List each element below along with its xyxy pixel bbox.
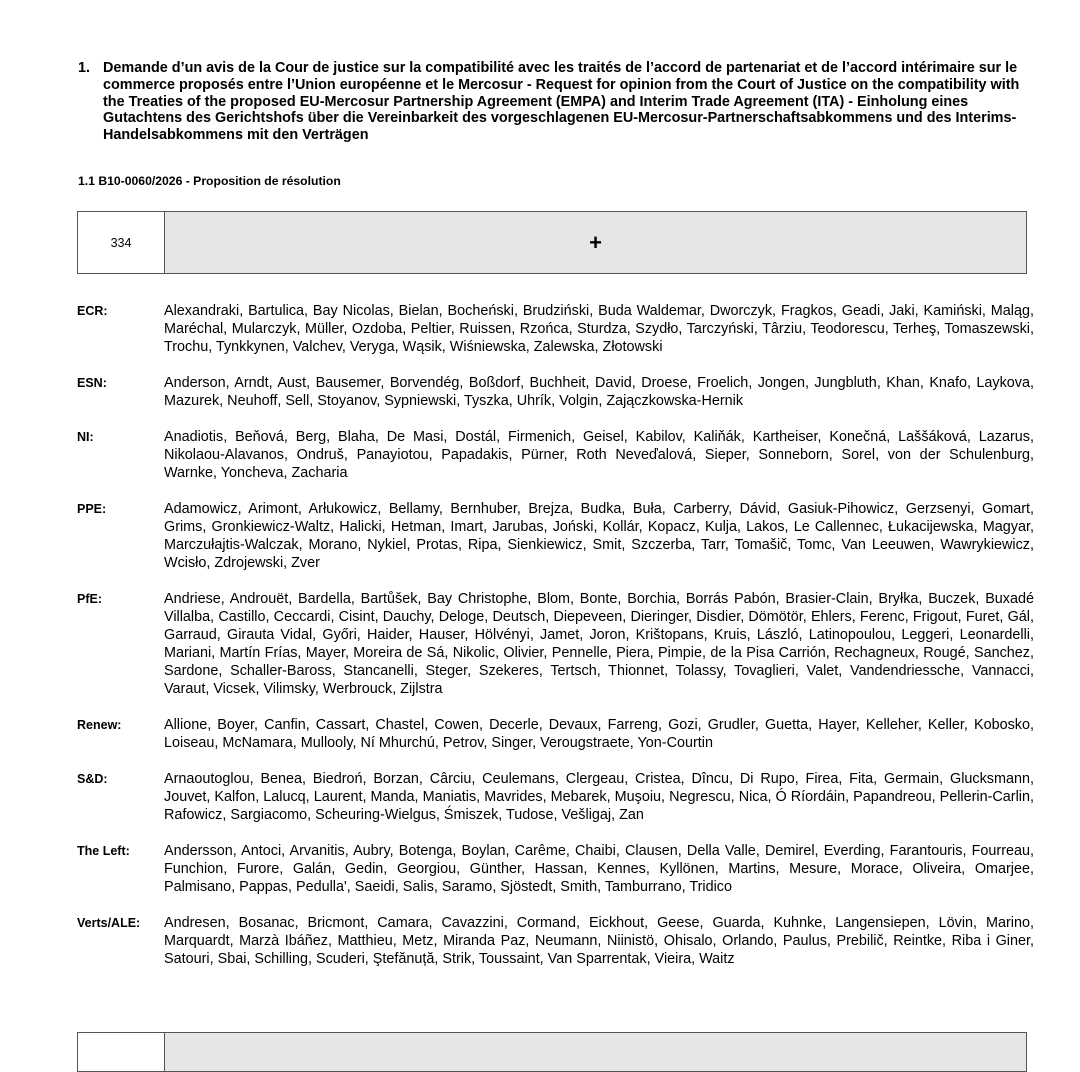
group-members: Andriese, Androuët, Bardella, Bartůšek, Bay Christophe, Blom, Bonte, Borchia, Borrás Pabón, Brasier-Clain, Bryłka, Buczek, Buxadé Villalba, Castillo, Ceccardi, Cisint, Dauchy, Deloge, Deutsch, Diepeveen, Dieringer, Disdier, Dömötör, Ehlers, Ferenc, Frigout, Furet, Gál, Garraud, Girauta Vidal, Győri, Haider, Hauser, Hölvényi, Jamet, Joron, Krištopans, Kruis, László, Latinopoulou, Leggeri, Leonardelli, Mariani, Martín Frías, Mayer, Moreira de Sá, Nikolic, Olivier, Pennelle, Piera, Pimpie, de la Pisa Carrión, Rechagneux, Rougé, Sanchez, Sardone, Schaller-Baross, Stancanelli, Steger, Szekeres, Tertsch, Thionnet, Tolassy, Tovaglieri, Valet, Vandendriessche, Vannacci, Varaut, Vicsek, Vilimsky, Werbrouck, Zijlstra <box>164 591 1034 697</box>
group-row <box>77 716 1034 752</box>
group-members: Alexandraki, Bartulica, Bay Nicolas, Bielan, Bocheński, Brudziński, Buda Waldemar, Dworczyk, Fragkos, Geadi, Jaki, Kamiński, Maląg, Maréchal, Mularczyk, Müller, Ozdoba, Peltier, Ruissen, Rzońca, Sturdza, Szydło, Tarczyński, Târziu, Teodorescu, Terheş, Tomaszewski, Trochu, Tynkkynen, Valchev, Veryga, Wąsik, Wiśniewska, Zalewska, Złotowski <box>164 303 1034 355</box>
group-list <box>77 302 1034 986</box>
group-name: NI: <box>77 430 94 444</box>
next-vote-sign-cell <box>165 1033 1026 1071</box>
group-row <box>77 914 1034 968</box>
group-name: Verts/ALE: <box>77 916 141 930</box>
item-title-text: Demande d’un avis de la Cour de justice sur la compatibilité avec les traités de l’accord de partenariat et de l’accord intérimaire sur le commerce proposés entre l’Union européenne et le Mercosur - Request for opinion from the Court of Justice on the compatibility with the Treaties of the proposed EU-Mercosur Partnership Agreement (EMPA) and Interim Trade Agreement (ITA) - Einholung eines Gutachtens des Gerichtshofs über die Vereinbarkeit des vorgeschlagenen EU-Mercosur-Partnerschaftsabkommens und des Interims-Handelsabkommens mit den Verträgen <box>103 60 1020 144</box>
resolution-subtitle: 1.1 B10-0060/2026 - Proposition de résolution <box>78 174 341 188</box>
next-vote-result-box <box>77 1032 1027 1072</box>
group-row <box>77 302 1034 356</box>
vote-count: 334 <box>78 212 165 273</box>
group-row <box>77 428 1034 482</box>
group-name: PfE: <box>77 592 102 606</box>
vote-sign: + <box>165 212 1026 273</box>
group-members: Andresen, Bosanac, Bricmont, Camara, Cavazzini, Cormand, Eickhout, Geese, Guarda, Kuhnke, Langensiepen, Lövin, Marino, Marquardt, Marzà Ibáñez, Matthieu, Metz, Miranda Paz, Neumann, Niinistö, Ohisalo, Orlando, Paulus, Prebilič, Reintke, Riba i Giner, Satouri, Sbai, Schilling, Scuderi, Ştefănuță, Strik, Toussaint, Van Sparrentak, Vieira, Waitz <box>164 915 1034 967</box>
group-row <box>77 374 1034 410</box>
next-vote-count-cell <box>78 1033 165 1071</box>
vote-result-box <box>77 211 1027 274</box>
item-title <box>78 60 1033 144</box>
group-name: PPE: <box>77 502 107 516</box>
group-members: Anderson, Arndt, Aust, Bausemer, Borvendég, Boßdorf, Buchheit, David, Droese, Froelich, Jongen, Jungbluth, Khan, Knafo, Laykova, Mazurek, Neuhoff, Sell, Stoyanov, Sypniewski, Tyszka, Uhrík, Volgin, Zajączkowska-Hernik <box>164 375 1034 409</box>
group-row <box>77 590 1034 698</box>
group-name: ECR: <box>77 304 108 318</box>
group-members: Anadiotis, Beňová, Berg, Blaha, De Masi, Dostál, Firmenich, Geisel, Kabilov, Kaliňák, Kartheiser, Konečná, Laššáková, Lazarus, Nikolaou-Alavanos, Ondruš, Panayiotou, Papadakis, Pürner, Roth Neveďalová, Sieper, Sonneborn, Sorel, von der Schulenburg, Warnke, Yoncheva, Zacharia <box>164 429 1034 481</box>
group-name: S&D: <box>77 772 108 786</box>
group-members: Adamowicz, Arimont, Arłukowicz, Bellamy, Bernhuber, Brejza, Budka, Buła, Carberry, Dávid, Gasiuk-Pihowicz, Gerzsenyi, Gomart, Grims, Gronkiewicz-Waltz, Halicki, Hetman, Imart, Jarubas, Joński, Kollár, Kopacz, Kulja, Lakos, Le Callennec, Łukacijewska, Magyar, Marczułajtis-Walczak, Morano, Nykiel, Protas, Ripa, Sienkiewicz, Smit, Szczerba, Tarr, Tomašič, Tomc, Van Leeuwen, Wawrykiewicz, Wcisło, Zdrojewski, Zver <box>164 501 1034 571</box>
group-members: Andersson, Antoci, Arvanitis, Aubry, Botenga, Boylan, Carême, Chaibi, Clausen, Della Valle, Demirel, Everding, Farantouris, Fourreau, Funchion, Furore, Galán, Gedin, Georgiou, Günther, Hassan, Kennes, Kyllönen, Martins, Mesure, Morace, Oliveira, Omarjee, Palmisano, Pappas, Pedulla', Saeidi, Salis, Saramo, Sjöstedt, Smith, Tamburrano, Tridico <box>164 843 1034 895</box>
group-row <box>77 500 1034 572</box>
item-number: 1. <box>78 60 91 76</box>
group-row <box>77 770 1034 824</box>
group-name: Renew: <box>77 718 122 732</box>
group-name: ESN: <box>77 376 107 390</box>
group-members: Arnaoutoglou, Benea, Biedroń, Borzan, Cârciu, Ceulemans, Clergeau, Cristea, Dîncu, Di Rupo, Firea, Fita, Germain, Glucksmann, Jouvet, Kalfon, Lalucq, Laurent, Manda, Maniatis, Mavrides, Mebarek, Muşoiu, Negrescu, Nica, Ó Ríordáin, Papandreou, Pellerin-Carlin, Rafowicz, Sargiacomo, Scheuring-Wielgus, Śmiszek, Tudose, Vešligaj, Zan <box>164 771 1034 823</box>
group-members: Allione, Boyer, Canfin, Cassart, Chastel, Cowen, Decerle, Devaux, Farreng, Gozi, Grudler, Guetta, Hayer, Kelleher, Keller, Kobosko, Loiseau, McNamara, Mullooly, Ní Mhurchú, Petrov, Singer, Verougstraete, Yon-Courtin <box>164 717 1034 751</box>
group-name: The Left: <box>77 844 130 858</box>
group-row <box>77 842 1034 896</box>
